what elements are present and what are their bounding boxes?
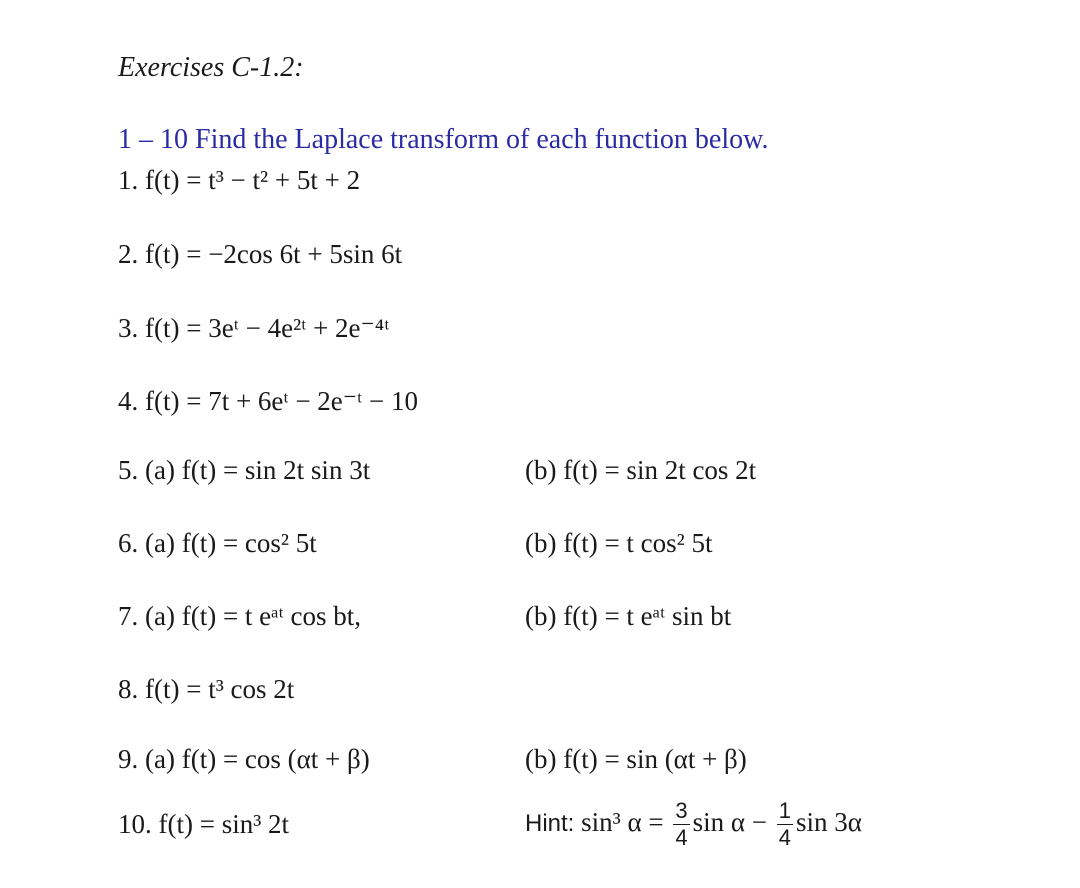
exercise-4 <box>118 385 418 417</box>
exercise-5-part-b: (b) f(t) = sin 2t cos 2t <box>525 455 757 485</box>
instruction-text: 1 – 10 Find the Laplace transform of each function below. <box>118 124 769 155</box>
exercise-heading: Exercises C-1.2: <box>118 52 304 83</box>
function-expression: f(t) = t³ cos 2t <box>145 674 295 704</box>
function-expression: f(t) = −2cos 6t + 5sin 6t <box>145 239 403 269</box>
exercise-5 <box>118 454 370 486</box>
exercise-1 <box>118 164 360 196</box>
exercise-number: 6. <box>118 528 139 558</box>
exercise-10 <box>118 808 289 840</box>
exercise-number: 8. <box>118 674 139 704</box>
hint <box>525 796 862 850</box>
exercise-number: 4. <box>118 386 139 416</box>
function-expression: f(t) = t³ − t² + 5t + 2 <box>145 165 361 195</box>
exercise-2 <box>118 238 402 270</box>
fraction-denominator: 4 <box>778 825 791 851</box>
hint-term-1: sin α − <box>692 807 767 837</box>
exercise-number: 9. <box>118 744 139 774</box>
exercise-6-part-b: (b) f(t) = t cos² 5t <box>525 528 713 558</box>
fraction-numerator: 3 <box>675 798 688 824</box>
hint-label: Hint: <box>525 810 575 837</box>
part-a: (a) f(t) = cos (αt + β) <box>145 744 370 774</box>
exercise-number: 7. <box>118 601 139 631</box>
fraction-denominator: 4 <box>675 825 688 851</box>
hint-lhs: sin³ α = <box>581 807 664 837</box>
exercise-9 <box>118 743 370 775</box>
exercise-3 <box>118 312 389 344</box>
function-expression: f(t) = 3eᵗ − 4e²ᵗ + 2e⁻⁴ᵗ <box>145 313 390 343</box>
part-a: (a) f(t) = cos² 5t <box>145 528 317 558</box>
exercise-number: 2. <box>118 239 139 269</box>
exercise-number: 5. <box>118 455 139 485</box>
exercise-6 <box>118 527 317 559</box>
exercise-number: 10. <box>118 809 152 839</box>
exercise-8 <box>118 673 294 705</box>
fraction-numerator: 1 <box>778 798 791 824</box>
exercise-9-part-b: (b) f(t) = sin (αt + β) <box>525 744 747 774</box>
part-a: (a) f(t) = sin 2t sin 3t <box>145 455 371 485</box>
fraction-three-quarters <box>673 799 689 850</box>
fraction-one-quarter <box>777 799 793 850</box>
function-expression: f(t) = 7t + 6eᵗ − 2e⁻ᵗ − 10 <box>145 386 418 416</box>
exercise-number: 1. <box>118 165 139 195</box>
exercise-number: 3. <box>118 313 139 343</box>
part-a: (a) f(t) = t eᵃᵗ cos bt, <box>145 601 361 631</box>
exercise-7-part-b: (b) f(t) = t eᵃᵗ sin bt <box>525 601 732 631</box>
exercise-7 <box>118 600 361 632</box>
function-expression: f(t) = sin³ 2t <box>158 809 290 839</box>
hint-term-2: sin 3α <box>795 807 862 837</box>
